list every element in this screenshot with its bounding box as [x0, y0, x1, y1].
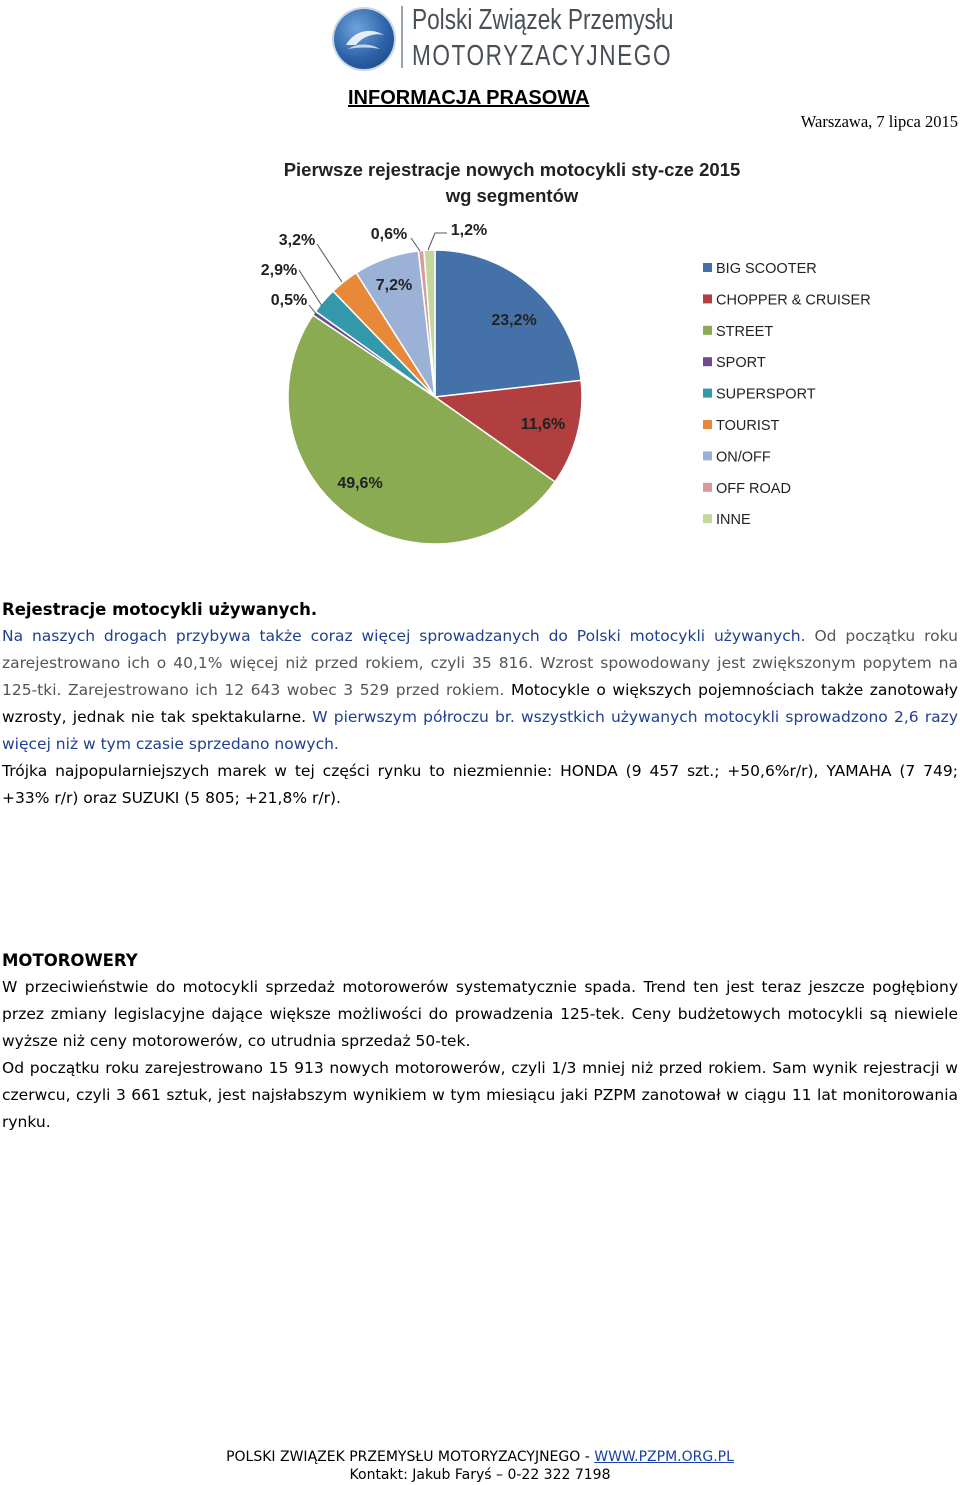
chart-title-line2: wg segmentów: [445, 185, 579, 206]
used-motorcycles-section: [2, 596, 958, 812]
legend-label-big-scooter: BIG SCOOTER: [716, 261, 817, 277]
mopeds-paragraph-1: W przeciwieństwie do motocykli sprzedaż motorowerów systematycznie spada. Trend ten jest teraz jeszcze pogłębiony przez zmiany legislacyjne dające większe możliwości do prowadzenia 125-tek. Ceny budżetowych motocykli są niewiele wyższe niż ceny motorowerów, co utrudnia sprzedaż 50-tek.: [2, 978, 958, 1050]
legend-label-inne: INNE: [716, 512, 751, 529]
legend-swatch-off-road: [703, 483, 712, 492]
legend-label-on-off: ON/OFF: [716, 449, 771, 466]
leader-line-inne: [428, 233, 447, 250]
used-text-2: Motocykle o większych pojemnościach także zanotowały wzrosty, jednak nie tak spektakularne.: [2, 681, 959, 726]
footer-org-line: [0, 1448, 960, 1466]
pie-label-supersport: 2,9%: [260, 262, 298, 279]
leader-line-tourist: [317, 244, 342, 282]
legend-label-sport: SPORT: [716, 355, 766, 372]
footer-org: POLSKI ZWIĄZEK PRZEMYSŁU MOTORYZACYJNEGO -: [226, 1449, 595, 1465]
legend-label-street: STREET: [716, 323, 774, 340]
leader-line-off-road: [411, 238, 420, 251]
chart-legend: [703, 261, 871, 528]
pie-label-street: 49,6%: [337, 475, 383, 492]
footer-contact: Kontakt: Jakub Faryś – 0-22 322 7198: [349, 1467, 611, 1483]
pie-label-off-road: 0,6%: [370, 226, 408, 243]
used-paragraph-1: [2, 623, 958, 758]
press-release-date: Warszawa, 7 lipca 2015: [800, 112, 958, 131]
legend-label-supersport: SUPERSPORT: [716, 386, 816, 403]
mopeds-section-heading: MOTOROWERY: [2, 951, 138, 970]
legend-swatch-sport: [703, 357, 712, 366]
logo-name-line2: MOTORYZACYJNEGO: [412, 40, 673, 72]
legend-swatch-big-scooter: [703, 263, 712, 272]
legend-swatch-tourist: [703, 420, 712, 429]
used-text-blue-1: Na naszych drogach przybywa także coraz więcej sprowadzanych do Polski motocykli używanych.: [2, 627, 806, 645]
footer-website-link[interactable]: WWW.PZPM.ORG.PL: [594, 1449, 734, 1465]
pie-label-tourist: 3,2%: [278, 232, 316, 249]
chart-title-line1: Pierwsze rejestracje nowych motocykli sty-cze 2015: [283, 159, 741, 180]
press-release-title: INFORMACJA PRASOWA: [348, 87, 590, 109]
used-paragraph-2: Trójka najpopularniejszych marek w tej części rynku to niezmiennie: HONDA (9 457 szt.; +50,6%r/r), YAMAHA (7 749; +33% r/r) oraz SUZUKI (5 805; +21,8% r/r).: [2, 762, 958, 807]
pie-slices: [288, 250, 582, 544]
legend-swatch-on-off: [703, 451, 712, 460]
segment-pie-chart: [0, 0, 960, 560]
legend-swatch-street: [703, 326, 712, 335]
pie-label-big-scooter: 23,2%: [491, 312, 537, 329]
logo-name-line1: Polski Związek Przemysłu: [412, 4, 674, 36]
used-text-gray-1: Od początku roku zarejestrowano ich o 40,1% więcej niż przed rokiem, czyli 35 816. Wzrost spowodowany jest zwiększonym popytem na 125-tki. Zarejestrowano ich 12 643 wobec 3 529 przed rokiem.: [2, 627, 958, 699]
legend-swatch-supersport: [703, 389, 712, 398]
mopeds-section: [2, 947, 958, 1136]
legend-label-tourist: TOURIST: [716, 418, 780, 434]
used-section-heading: Rejestracje motocykli używanych.: [2, 600, 318, 619]
legend-label-chopper-cruiser: CHOPPER & CRUISER: [716, 292, 871, 309]
pie-label-on-off: 7,2%: [375, 277, 413, 294]
footer: [0, 1448, 960, 1484]
pie-label-chopper-cruiser: 11,6%: [520, 416, 566, 433]
pie-label-sport: 0,5%: [270, 292, 308, 309]
legend-label-off-road: OFF ROAD: [716, 480, 791, 497]
legend-swatch-chopper-cruiser: [703, 294, 712, 303]
used-text-blue-2: W pierwszym półroczu br. wszystkich używanych motocykli sprowadzono 2,6 razy więcej niż w tym czasie sprzedano nowych.: [2, 708, 958, 753]
mopeds-paragraph-2: Od początku roku zarejestrowano 15 913 nowych motorowerów, czyli 1/3 mniej niż przed rokiem. Sam wynik rejestracji w czerwcu, czyli 3 661 sztuk, jest najsłabszym wynikiem w tym miesiącu jaki PZPM zanotował w ciągu 11 lat monitorowania rynku.: [2, 1059, 958, 1131]
pie-label-inne: 1,2%: [450, 222, 488, 239]
legend-swatch-inne: [703, 514, 712, 523]
